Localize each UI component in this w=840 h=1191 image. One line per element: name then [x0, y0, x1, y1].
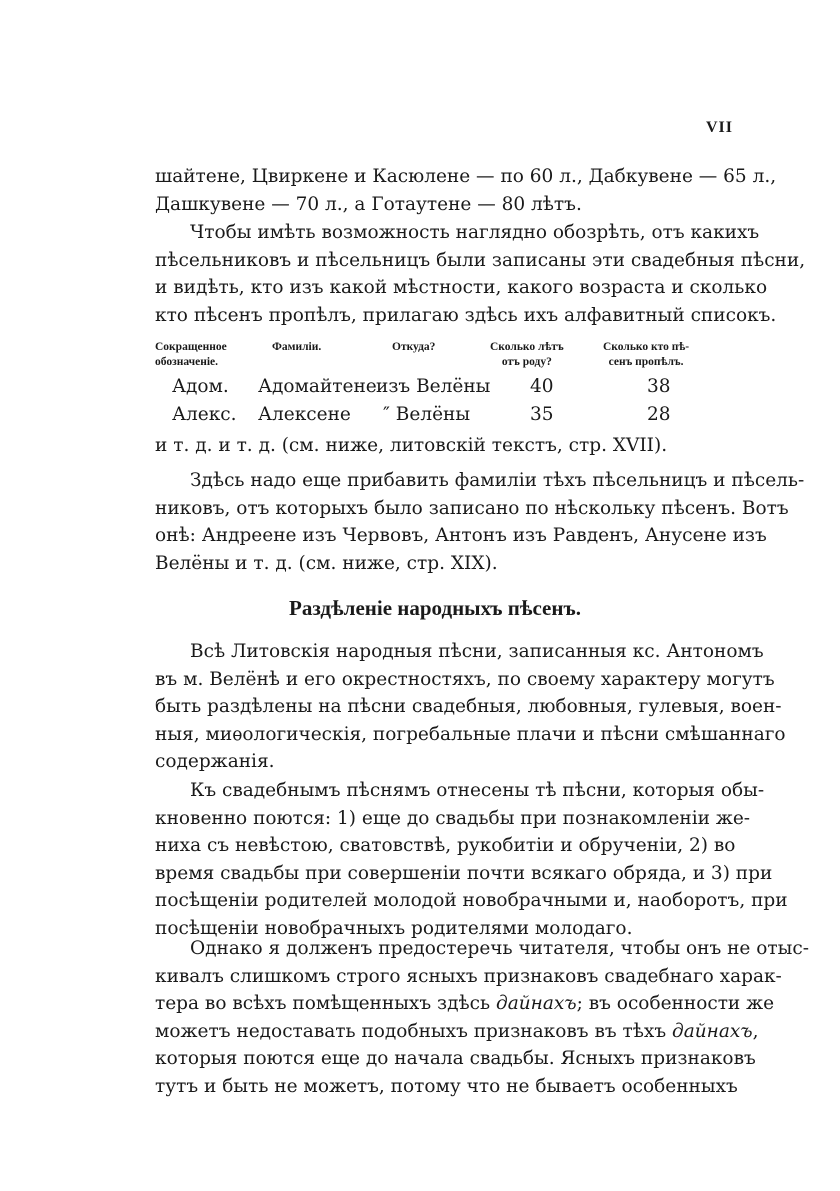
section-heading: Раздѣленіе народныхъ пѣсенъ.	[289, 596, 581, 620]
text-line: никовъ, отъ которыхъ было записано по нѣскольку пѣсенъ. Вотъ	[155, 497, 789, 519]
text-line: ныя, миѳологическія, погребальные плачи и пѣсни смѣшаннаго	[155, 723, 786, 745]
paragraph-3	[155, 467, 805, 577]
cell-abbr: Адом.	[172, 376, 229, 397]
text-line: тера во всѣхъ помѣщенныхъ здѣсь дайнахъ; въ особенности же	[155, 993, 775, 1014]
text-line: посѣщеніи родителей молодой новобрачными и, наоборотъ, при	[155, 890, 788, 911]
paragraph-1	[155, 163, 777, 218]
text-line: можетъ недоставать подобныхъ признаковъ въ тѣхъ дайнахъ,	[155, 1020, 759, 1042]
text-line: Однако я долженъ предостеречь читателя, чтобы онъ не отыс-	[190, 938, 809, 959]
text-line: шайтене, Цвиркене и Касюлене — по 60 л., Дабкувене — 65 л.,	[155, 166, 777, 187]
text-line: Къ свадебнымъ пѣснямъ отнесены тѣ пѣсни, которыя обы-	[190, 780, 765, 801]
paragraph-4	[155, 638, 786, 776]
header-abbr: Сокращенное обозначеніе.	[155, 341, 227, 368]
header-origin: Откуда?	[392, 341, 436, 353]
header-age: Сколько лѣтъ отъ роду?	[490, 341, 564, 368]
paragraph-5	[155, 777, 788, 942]
text-line: ниха съ невѣстою, сватовствѣ, рукобитіи и обрученіи, 2) во	[155, 835, 736, 856]
cell-surname: Адомайтене	[258, 376, 377, 397]
cell-count: 38	[647, 376, 671, 397]
cell-abbr: Алекс.	[172, 404, 237, 425]
paragraph-2	[155, 219, 806, 329]
cell-count: 28	[647, 404, 671, 425]
text-line: тутъ и быть не можетъ, потому что не бываетъ особенныхъ	[155, 1075, 738, 1097]
text-line: содержанія.	[155, 751, 275, 772]
text-line: и т. д. и т. д. (см. ниже, литовскій текстъ, стр. XVII).	[155, 435, 668, 456]
text-line: Всѣ Литовскія народныя пѣсни, записанныя кс. Антономъ	[190, 641, 764, 662]
cell-age: 40	[530, 376, 554, 397]
paragraph-6	[155, 935, 809, 1100]
text-line: пѣсельниковъ и пѣсельницъ были записаны эти свадебныя пѣсни,	[155, 249, 806, 271]
text-line: въ м. Велёнѣ и его окрестностяхъ, по своему характеру могутъ	[155, 668, 775, 690]
text-line: посѣщеніи новобрачныхъ родителями молодаго.	[155, 917, 633, 939]
text-line: кивалъ слишкомъ строго ясныхъ признаковъ свадебнаго харак-	[155, 965, 782, 987]
cell-origin: ″ Велёны	[383, 404, 471, 425]
text-line: онѣ: Андреене изъ Червовъ, Антонъ изъ Равденъ, Анусене изъ	[155, 525, 767, 546]
text-line: и видѣть, кто изъ какой мѣстности, какого возраста и сколько	[155, 277, 768, 298]
table-footer	[155, 432, 730, 460]
text-line: кто пѣсенъ пропѣлъ, прилагаю здѣсь ихъ алфавитный списокъ.	[155, 304, 777, 326]
text-line: Здѣсь надо еще прибавить фамиліи тѣхъ пѣсельницъ и пѣсель-	[190, 470, 805, 491]
text-line: Велёны и т. д. (см. ниже, стр. XIX).	[155, 552, 498, 574]
cell-age: 35	[530, 404, 554, 425]
text-line: которыя поются еще до начала свадьбы. Ясныхъ признаковъ	[155, 1048, 756, 1069]
header-count: Сколько кто пѣ- сенъ пропѣлъ.	[603, 341, 690, 368]
cell-surname: Алексене	[258, 404, 351, 425]
text-line: Дашкувене — 70 л., а Готаутене — 80 лѣтъ.	[155, 193, 582, 215]
text-line: быть раздѣлены на пѣсни свадебныя, любовныя, гулевыя, воен-	[155, 696, 782, 717]
header-surname: Фамиліи.	[272, 341, 322, 353]
text-line: кновенно поются: 1) еще до свадьбы при познакомленіи же-	[155, 807, 751, 829]
page-number: VII	[706, 119, 734, 136]
text-line: время свадьбы при совершеніи почти всякаго обряда, и 3) при	[155, 862, 773, 884]
text-line: Чтобы имѣть возможность наглядно обозрѣть, отъ какихъ	[190, 222, 760, 243]
cell-origin: изъ Велёны	[376, 376, 491, 397]
